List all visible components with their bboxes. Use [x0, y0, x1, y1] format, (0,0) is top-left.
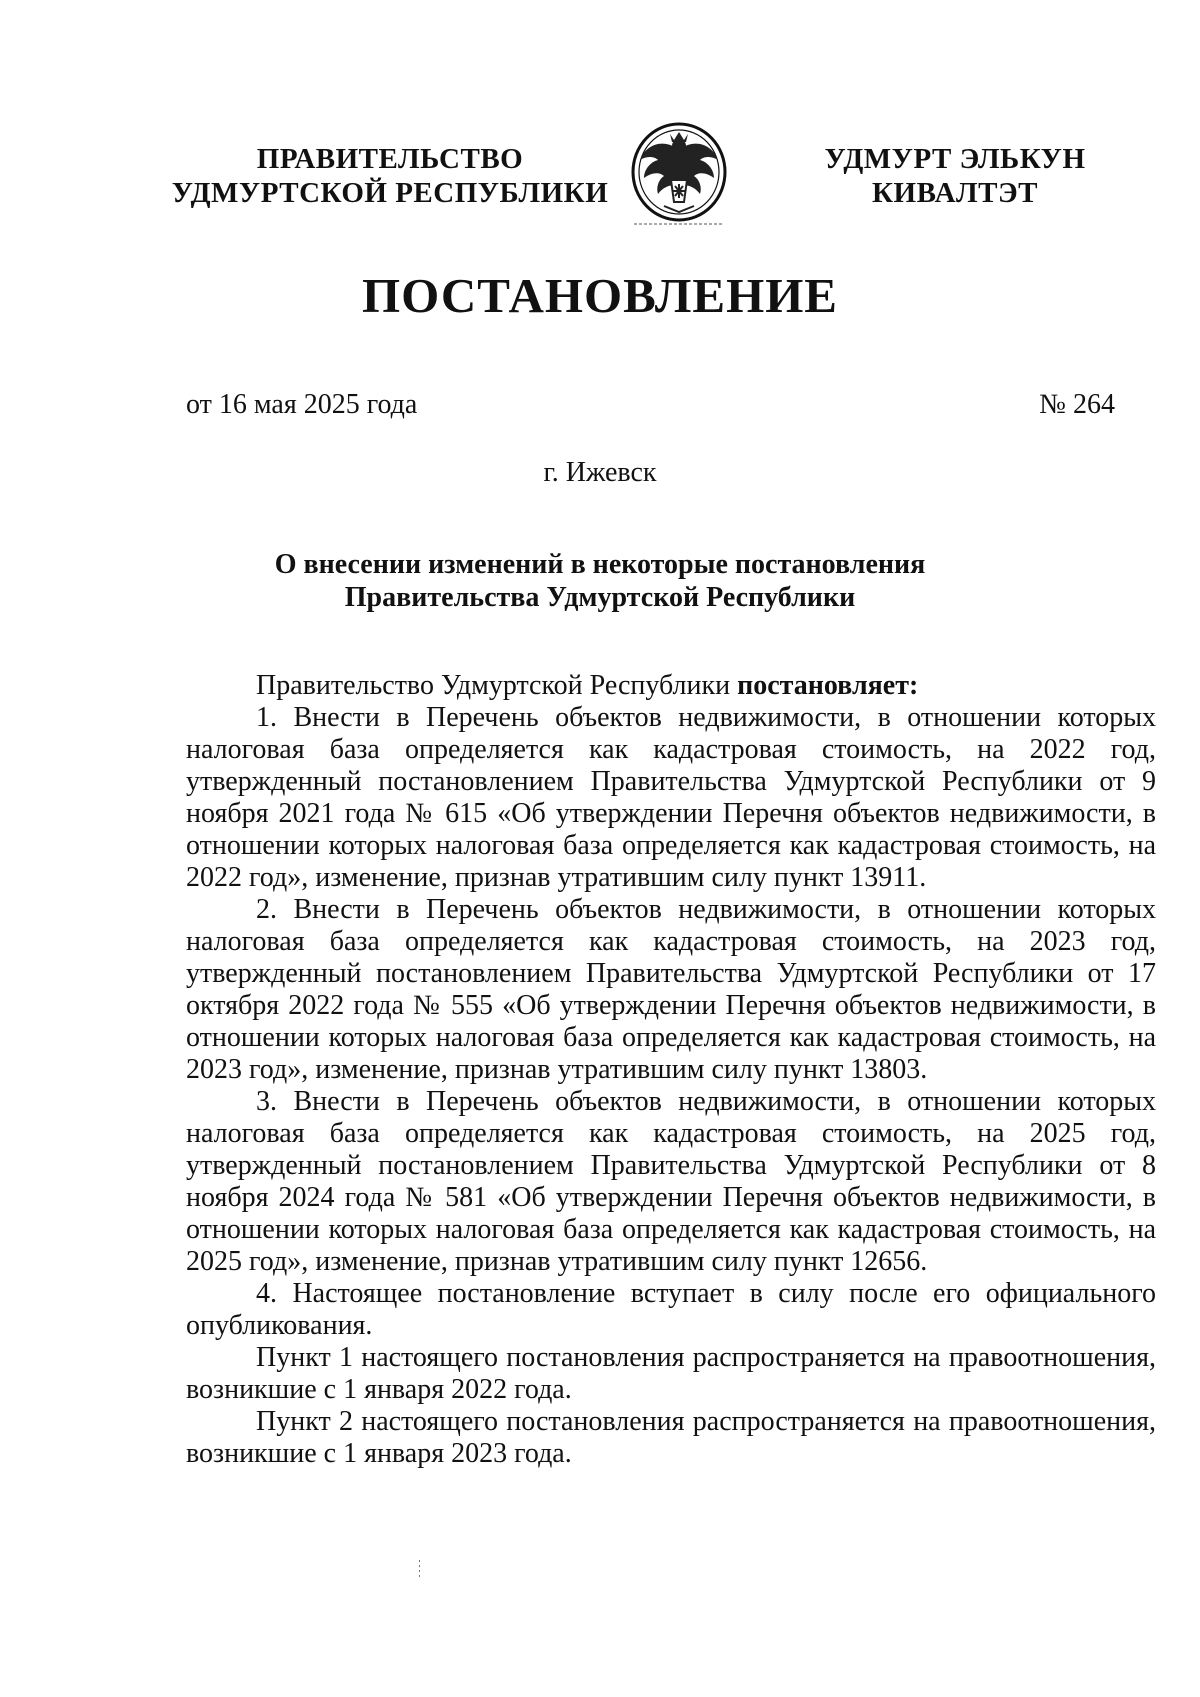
subject-line2: Правительства Удмуртской Республики	[344, 582, 856, 613]
clause-4: 4. Настоящее постановление вступает в силу после его официального опубликования.	[186, 1278, 1156, 1341]
clause-4-note-2: Пункт 2 настоящего постановления распространяется на правоотношения, возникшие с 1 января 2023 года.	[186, 1406, 1156, 1469]
government-name-udmurt-line2: КИВАЛТЭТ	[871, 177, 1038, 209]
document-number: № 264	[1039, 389, 1115, 420]
document-subject	[0, 548, 1200, 614]
scan-mark	[418, 1560, 421, 1580]
clause-4-note-1: Пункт 1 настоящего постановления распространяется на правоотношения, возникшие с 1 января 2022 года.	[186, 1342, 1156, 1405]
government-name-russian	[160, 142, 620, 210]
clause-3: 3. Внести в Перечень объектов недвижимости, в отношении которых налоговая база определяется как кадастровая стоимость, на 2025 год, утвержденный постановлением Правительства Удмуртской Республики от 8 ноября 2024 года № 581 «Об утверждении Перечня объектов недвижимости, в отношении которых налоговая база определяется как кадастровая стоимость, на 2025 год», изменение, признав утратившим силу пункт 12656.	[186, 1086, 1156, 1277]
clause-2: 2. Внести в Перечень объектов недвижимости, в отношении которых налоговая база определяется как кадастровая стоимость, на 2023 год, утвержденный постановлением Правительства Удмуртской Республики от 17 октября 2022 года № 555 «Об утверждении Перечня объектов недвижимости, в отношении которых налоговая база определяется как кадастровая стоимость, на 2023 год», изменение, признав утратившим силу пункт 13803.	[186, 894, 1156, 1085]
government-name-udmurt-line1: УДМУРТ ЭЛЬКУН	[824, 143, 1086, 175]
preamble	[186, 670, 1156, 702]
clause-1: 1. Внести в Перечень объектов недвижимости, в отношении которых налоговая база определяется как кадастровая стоимость, на 2022 год, утвержденный постановлением Правительства Удмуртской Республики от 9 ноября 2021 года № 615 «Об утверждении Перечня объектов недвижимости, в отношении которых налоговая база определяется как кадастровая стоимость, на 2022 год», изменение, признав утратившим силу пункт 13911.	[186, 702, 1156, 893]
document-body	[186, 670, 1156, 1470]
document-city: г. Ижевск	[543, 457, 657, 488]
preamble-text: Правительство Удмуртской Республики	[256, 670, 738, 701]
coat-of-arms-icon	[624, 120, 734, 232]
government-name-line2: УДМУРТСКОЙ РЕСПУБЛИКИ	[171, 177, 609, 209]
government-name-udmurt	[790, 142, 1120, 210]
government-name-line1: ПРАВИТЕЛЬСТВО	[256, 143, 524, 175]
document-type-title: ПОСТАНОВЛЕНИЕ	[362, 268, 838, 323]
document-date: от 16 мая 2025 года	[186, 389, 418, 420]
subject-line1: О внесении изменений в некоторые постановления	[274, 549, 926, 580]
preamble-decree-word: постановляет:	[737, 670, 919, 701]
